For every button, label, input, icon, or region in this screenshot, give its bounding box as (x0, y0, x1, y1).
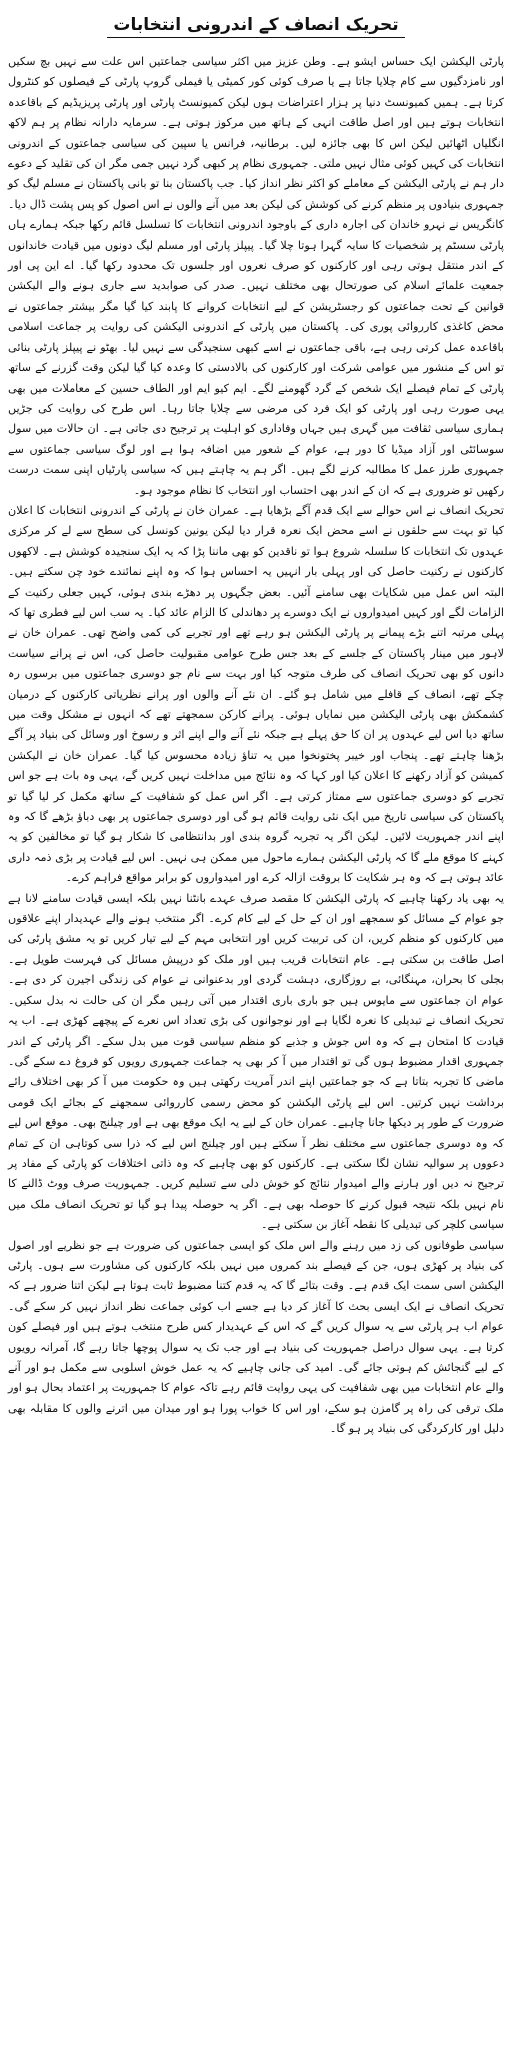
article-paragraph: سیاسی طوفانوں کی زد میں رہنے والے اس ملک کو ایسی جماعتوں کی ضرورت ہے جو نظریے اور اصول کی بنیاد پر کھڑی ہوں، جن کے فیصلے بند کمروں میں نہیں بلکہ کارکنوں کی مشاورت سے ہوں۔ پارٹی الیکشن اسی سمت ایک قدم ہے۔ وقت بتائے گا کہ یہ قدم کتنا مضبوط ثابت ہوتا ہے لیکن اتنا ضرور ہے کہ تحریک انصاف نے ایک ایسی بحث کا آغاز کر دیا ہے جسے اب کوئی جماعت نظر انداز نہیں کر سکے گی۔ عوام اب ہر پارٹی سے یہ سوال کریں گے کہ اس کے عہدیدار کس طرح منتخب ہوتے ہیں اور فیصلے کون کرتا ہے۔ یہی سوال دراصل جمہوریت کی بنیاد ہے اور جب تک یہ سوال پوچھا جاتا رہے گا، آمرانہ رویوں کے لیے گنجائش کم ہوتی جائے گی۔ امید کی جانی چاہیے کہ یہ عمل خوش اسلوبی سے مکمل ہو اور آنے والے عام انتخابات میں بھی شفافیت کی یہی روایت قائم رہے تاکہ عوام کا جمہوریت پر اعتماد بحال ہو اور ملک ترقی کی راہ پر گامزن ہو سکے، اور اس کا خواب پورا ہو اور میدان میں اترنے والوں کا مقابلہ بھی دلیل اور کارکردگی کی بنیاد پر ہو گا۔ (8, 1238, 504, 1436)
article-title (8, 12, 504, 38)
article-paragraph: تحریک انصاف نے اس حوالے سے ایک قدم آگے بڑھایا ہے۔ عمران خان نے پارٹی کے اندرونی انتخابات کا اعلان کیا تو بہت سے حلقوں نے اسے محض ایک نعرہ قرار دیا لیکن یونین کونسل کی سطح سے لے کر مرکزی عہدوں تک انتخابات کا سلسلہ شروع ہوا تو ناقدین کو بھی ماننا پڑا کہ یہ ایک سنجیدہ کوشش ہے۔ لاکھوں کارکنوں نے رکنیت حاصل کی اور پہلی بار انہیں یہ احساس ہوا کہ وہ اپنے نمائندے خود چن سکتے ہیں۔ البتہ اس عمل میں شکایات بھی سامنے آئیں۔ بعض جگہوں پر دھڑے بندی ہوئی، کہیں جعلی رکنیت کے الزامات لگے اور کہیں امیدواروں نے ایک دوسرے پر دھاندلی کا الزام عائد کیا۔ یہ سب اس لیے فطری تھا کہ پہلی مرتبہ اتنے بڑے پیمانے پر پارٹی الیکشن ہو رہے تھے اور تجربے کی کمی واضح تھی۔ عمران خان نے لاہور میں مینار پاکستان کے جلسے کے بعد جس طرح عوامی مقبولیت حاصل کی، اس نے پرانے سیاست دانوں کو بھی تحریک انصاف کی طرف متوجہ کیا اور بہت سے نام جو دوسری جماعتوں میں برسوں رہ چکے تھے، انصاف کے قافلے میں شامل ہو گئے۔ ان نئے آنے والوں اور پرانے نظریاتی کارکنوں کے درمیان کشمکش بھی پارٹی الیکشن میں نمایاں ہوئی۔ پرانے کارکن سمجھتے تھے کہ انہوں نے مشکل وقت میں ساتھ دیا اس لیے عہدوں پر ان کا حق پہلے ہے جبکہ نئے آنے والے اپنے اثر و رسوخ اور وسائل کی بنیاد پر آگے بڑھنا چاہتے تھے۔ پنجاب اور خیبر پختونخوا میں یہ تناؤ زیادہ محسوس کیا گیا۔ عمران خان نے الیکشن کمیشن کو آزاد رکھنے کا اعلان کیا اور کہا کہ وہ نتائج میں مداخلت نہیں کریں گے، یہی وہ بات ہے جو اس تجربے کو دوسری جماعتوں سے ممتاز کرتی ہے۔ اگر اس عمل کو شفافیت کے ساتھ مکمل کر لیا گیا تو پاکستان کی سیاسی تاریخ میں ایک نئی روایت قائم ہو گی اور دوسری جماعتوں پر بھی دباؤ بڑھے گا کہ وہ اپنے اندر جمہوریت لائیں۔ لیکن اگر یہ تجربہ گروہ بندی اور بدانتظامی کا شکار ہو گیا تو مخالفین کو یہ کہنے کا موقع ملے گا کہ پارٹی الیکشن ہمارے ماحول میں ممکن ہی نہیں۔ اس لیے قیادت پر بڑی ذمہ داری عائد ہوتی ہے کہ وہ ہر شکایت کا بروقت ازالہ کرے اور امیدواروں کو برابر مواقع فراہم کرے۔ (8, 503, 504, 885)
article-paragraph: پارٹی الیکشن ایک حساس ایشو ہے۔ وطن عزیز میں اکثر سیاسی جماعتیں اس علت سے نہیں بچ سکیں اور نامزدگیوں سے کام چلایا جاتا ہے یا صرف کوئی کور کمیٹی یا فیملی گروپ پارٹی کے فیصلوں کو کنٹرول کرتا ہے۔ ہمیں کمیونسٹ دنیا پر ہزار اعتراضات ہوں لیکن کمیونسٹ پارٹی اور پارٹی پریزیڈیم کے باقاعدہ انتخابات ہوتے ہیں اور اصل طاقت انہی کے ہاتھ میں مرکوز ہوتی ہے۔ سرمایہ دارانہ نظام پر ہم لاکھ انگلیاں اٹھائیں لیکن اس کا بھی جائزہ لیں۔ برطانیہ، فرانس یا سپین کی سیاسی جماعتوں کے اندرونی انتخابات کی کہیں کوئی مثال نہیں ملتی۔ جمہوری نظام پر کبھی گرد نہیں جمی مگر ان کی تقلید کے دعوے دار ہم نے پارٹی الیکشن کے معاملے کو اکثر نظر انداز کیا۔ جب پاکستان بنا تو بانی پاکستان نے مسلم لیگ کو جمہوری بنیادوں پر منظم کرنے کی کوشش کی لیکن بعد میں آنے والوں نے اس اصول کو پس پشت ڈال دیا۔ کانگریس نے نہرو خاندان کی اجارہ داری کے باوجود اندرونی انتخابات کا تسلسل قائم رکھا جبکہ ہمارے ہاں پارٹی سسٹم پر شخصیات کا سایہ گہرا ہوتا چلا گیا۔ پیپلز پارٹی اور مسلم لیگ دونوں میں قیادت خاندانوں کے اندر منتقل ہوتی رہی اور کارکنوں کو صرف نعروں اور جلسوں تک محدود رکھا گیا۔ اے این پی اور جمعیت علمائے اسلام کی صورتحال بھی مختلف نہیں۔ صدر کی صوابدید سے جاری ہونے والے الیکشن قوانین کے تحت جماعتوں کو رجسٹریشن کے لیے انتخابات کروانے کا پابند کیا گیا مگر بیشتر جماعتوں نے محض کاغذی کارروائی پوری کی۔ پاکستان میں پارٹی کے اندرونی الیکشن کی روایت پر جماعت اسلامی باقاعدہ عمل کرتی رہی ہے، باقی جماعتوں نے اسے کبھی سنجیدگی سے نہیں لیا۔ بھٹو نے پیپلز پارٹی بنائی تو اس کے منشور میں عوامی شرکت اور کارکنوں کی بالادستی کا وعدہ کیا گیا لیکن وقت گزرنے کے ساتھ پارٹی کے تمام فیصلے ایک شخص کے گرد گھومنے لگے۔ ایم کیو ایم اور الطاف حسین کے معاملات میں بھی یہی صورت رہی اور پارٹی کو ایک فرد کی مرضی سے چلایا جاتا رہا۔ اس طرح کی روایت کی جڑیں ہماری سیاسی ثقافت میں گہری ہیں جہاں وفاداری کو اہلیت پر ترجیح دی جاتی ہے۔ ان حالات میں سول سوسائٹی اور آزاد میڈیا کا دور ہے، عوام کے شعور میں اضافہ ہوا ہے اور لوگ سیاسی جماعتوں سے جمہوری طرز عمل کا مطالبہ کرنے لگے ہیں۔ اگر ہم یہ چاہتے ہیں کہ سیاسی پارٹیاں اپنی سمت درست رکھیں تو ضروری ہے کہ ان کے اندر بھی احتساب اور انتخاب کا نظام موجود ہو۔ (8, 55, 504, 497)
article-paragraph: یہ بھی یاد رکھنا چاہیے کہ پارٹی الیکشن کا مقصد صرف عہدے بانٹنا نہیں بلکہ ایسی قیادت سامنے لانا ہے جو عوام کے مسائل کو سمجھے اور ان کے حل کے لیے کام کرے۔ اگر منتخب ہونے والے عہدیدار اپنے علاقوں میں کارکنوں کو منظم کریں، ان کی تربیت کریں اور انتخابی مہم کے لیے تیار کریں تو یہ مشق پارٹی کی اصل طاقت بن سکتی ہے۔ عام انتخابات قریب ہیں اور ملک کو درپیش مسائل کی فہرست طویل ہے۔ بجلی کا بحران، مہنگائی، بے روزگاری، دہشت گردی اور بدعنوانی نے عوام کی زندگی اجیرن کر دی ہے۔ عوام ان جماعتوں سے مایوس ہیں جو باری باری اقتدار میں آتی رہیں مگر ان کی حالت نہ بدل سکیں۔ تحریک انصاف نے تبدیلی کا نعرہ لگایا ہے اور نوجوانوں کی بڑی تعداد اس نعرے کے پیچھے کھڑی ہے۔ اب یہ قیادت کا امتحان ہے کہ وہ اس جوش و جذبے کو منظم سیاسی قوت میں بدل سکے۔ اگر پارٹی کے اندر جمہوری اقدار مضبوط ہوں گی تو اقتدار میں آ کر بھی یہ جماعت جمہوری رویوں کو فروغ دے سکے گی۔ ماضی کا تجربہ بتاتا ہے کہ جو جماعتیں اپنے اندر آمریت رکھتی ہیں وہ حکومت میں آ کر بھی اختلاف رائے برداشت نہیں کرتیں۔ اس لیے پارٹی الیکشن کو محض رسمی کارروائی سمجھنے کے بجائے ایک قومی ضرورت کے طور پر دیکھا جانا چاہیے۔ عمران خان کے لیے یہ ایک موقع بھی ہے اور چیلنج بھی۔ موقع اس لیے کہ وہ دوسری جماعتوں سے مختلف نظر آ سکتے ہیں اور چیلنج اس لیے کہ ذرا سی کوتاہی ان کے تمام دعووں پر سوالیہ نشان لگا سکتی ہے۔ کارکنوں کو بھی چاہیے کہ وہ ذاتی اختلافات کو پارٹی کے مفاد پر ترجیح نہ دیں اور ہارنے والے امیدوار نتائج کو خوش دلی سے تسلیم کریں۔ جمہوریت صرف ووٹ ڈالنے کا نام نہیں بلکہ نتیجہ قبول کرنے کا حوصلہ بھی ہے۔ اگر یہ حوصلہ پیدا ہو گیا تو تحریک انصاف ملک میں سیاسی کلچر کی تبدیلی کا نقطہ آغاز بن سکتی ہے۔ (8, 891, 504, 1232)
article-title-text: تحریک انصاف کے اندرونی انتخابات (107, 15, 404, 38)
article-body (8, 52, 504, 1440)
